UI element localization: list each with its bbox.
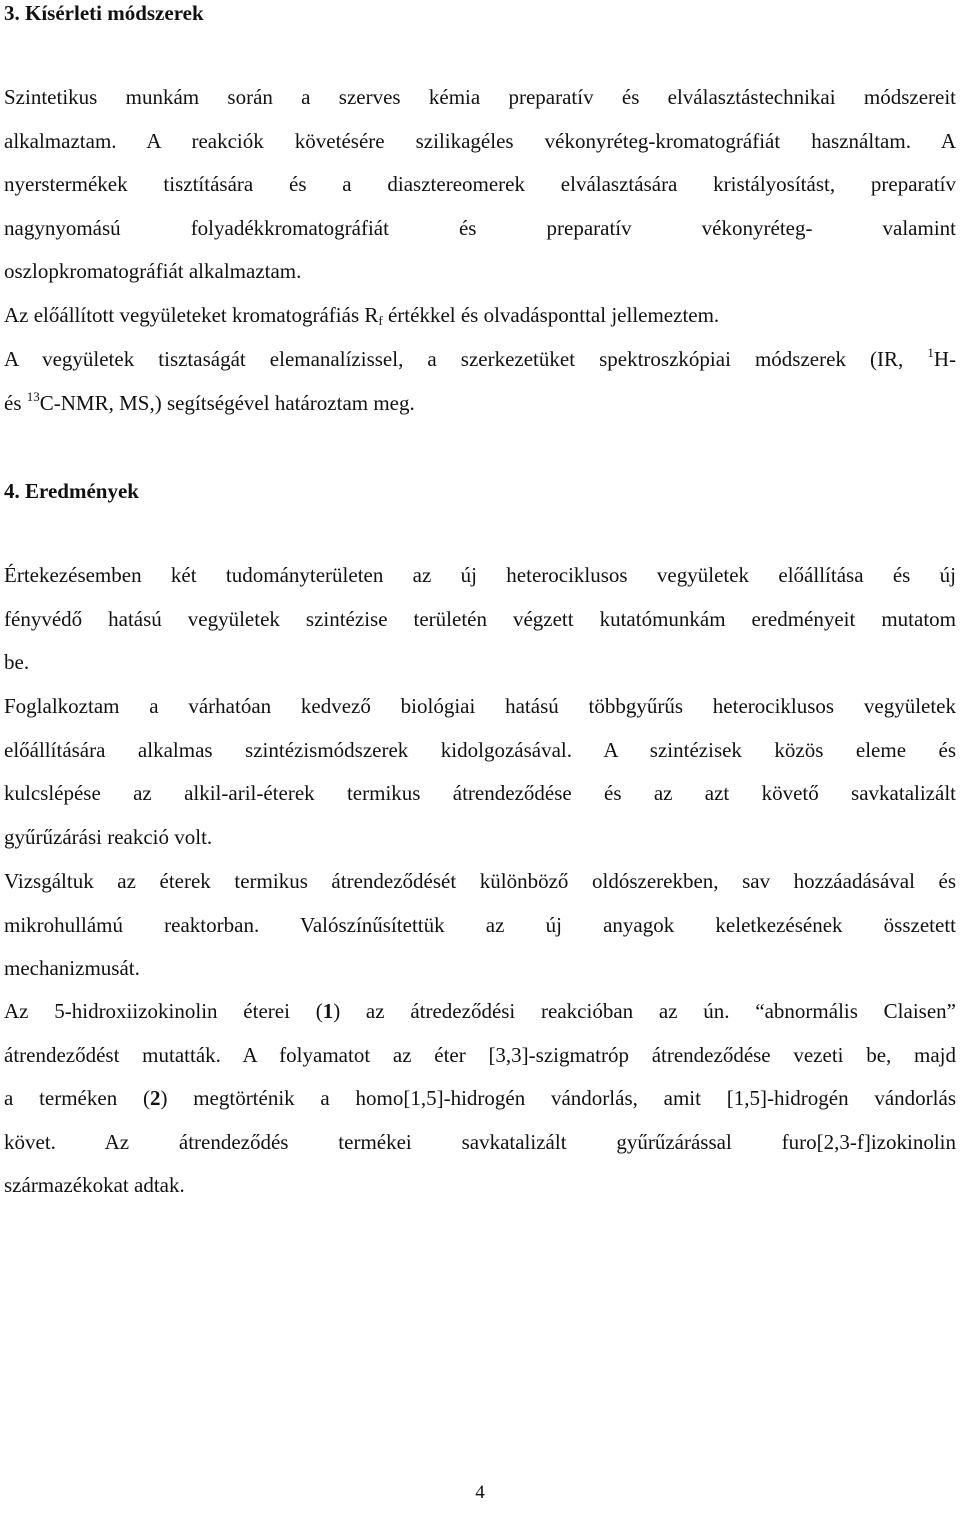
text-line: gyűrűzárási reakció volt. <box>4 824 213 849</box>
text-segment: H- <box>933 347 956 371</box>
rf-subscript: f <box>378 313 383 328</box>
paragraph-synthesis-methods <box>4 685 956 859</box>
text-line: származékokat adtak. <box>4 1173 185 1197</box>
text-line <box>4 294 956 338</box>
text-segment: Az 5-hidroxiizokinolin éterei ( <box>4 999 323 1023</box>
page-number: 4 <box>475 1482 485 1503</box>
text-line: mechanizmusát. <box>4 956 140 980</box>
text-line: követ. Az átrendeződés termékei savkatalizált gyűrűzárással furo[2,3-f]izokinolin <box>4 1129 956 1154</box>
text-segment: A vegyületek tisztaságát elemanalízissel, a szerkezetüket spektroszkópiai módszerek (IR, <box>4 347 904 371</box>
text-line: nagynyomású folyadékkromatográfiát és preparatív vékonyréteg- valamint <box>4 215 956 240</box>
compound-number: 1 <box>322 999 334 1023</box>
text-line: kulcslépése az alkil-aril-éterek termikus átrendeződése és az azt követő savkatalizált <box>4 781 956 805</box>
text-segment: értékkel és olvadásponttal jellemeztem. <box>382 303 720 327</box>
text-line: Szintetikus munkám során a szerves kémia preparatív és elválasztástechnikai módszereit <box>4 85 956 109</box>
text-line: Vizsgáltuk az éterek termikus átrendeződését különböző oldószerekben, sav hozzáadásával és <box>4 869 956 893</box>
text-line: nyerstermékek tisztítására és a diasztereomerek elválasztására kristályosítást, preparatív <box>4 172 956 196</box>
text-segment: a terméken ( <box>4 1086 150 1110</box>
text-segment: és <box>4 390 27 415</box>
paragraph-claisen-rearrangement <box>4 990 956 1208</box>
superscript: 13 <box>26 388 40 404</box>
text-segment: Az előállított vegyületeket kromatográfiás R <box>4 303 379 327</box>
paragraph-analysis <box>4 338 956 425</box>
text-line: mikrohullámú reaktorban. Valószínűsítettük az új anyagok keletkezésének összetett <box>4 912 956 937</box>
text-line: oszlopkromatográfiát alkalmaztam. <box>4 259 302 283</box>
text-segment: ) az átredeződési reakcióban az ún. “abnormális Claisen” <box>333 999 956 1023</box>
text-line: átrendeződést mutatták. A folyamatot az éter [3,3]-szigmatróp átrendeződése vezeti be, majd <box>4 1042 956 1067</box>
paragraph-rearrangement-study <box>4 860 956 991</box>
text-segment: C-NMR, MS,) segítségével határoztam meg. <box>39 390 415 415</box>
text-line: Foglalkoztam a várhatóan kedvező biológiai hatású többgyűrűs heterociklusos vegyületek <box>4 694 956 718</box>
text-line: előállítására alkalmas szintézismódszerek kidolgozásával. A szintézisek közös eleme és <box>4 737 956 762</box>
text-line <box>4 382 956 426</box>
paragraph-characterization <box>4 294 956 338</box>
text-line: Értekezésemben két tudományterületen az új heterociklusos vegyületek előállítása és új <box>4 563 956 587</box>
text-line <box>4 990 956 1034</box>
paragraph-results-intro <box>4 554 956 685</box>
section-heading-results: 4. Eredmények <box>4 479 139 503</box>
superscript: 1 <box>927 345 934 360</box>
text-line <box>4 338 956 382</box>
text-line: alkalmaztam. A reakciók követésére szilikagéles vékonyréteg-kromatográfiát használtam. A <box>4 128 956 153</box>
text-line <box>4 1077 956 1121</box>
text-line: be. <box>4 650 30 674</box>
paragraph-methods-intro <box>4 76 956 294</box>
text-line: fényvédő hatású vegyületek szintézise területén végzett kutatómunkám eredményeit mutatom <box>4 606 956 631</box>
text-segment: ) megtörténik a homo[1,5]-hidrogén vándorlás, amit [1,5]-hidrogén vándorlás <box>160 1086 956 1110</box>
section-heading-methods: 3. Kísérleti módszerek <box>4 1 204 25</box>
compound-number: 2 <box>149 1086 161 1110</box>
